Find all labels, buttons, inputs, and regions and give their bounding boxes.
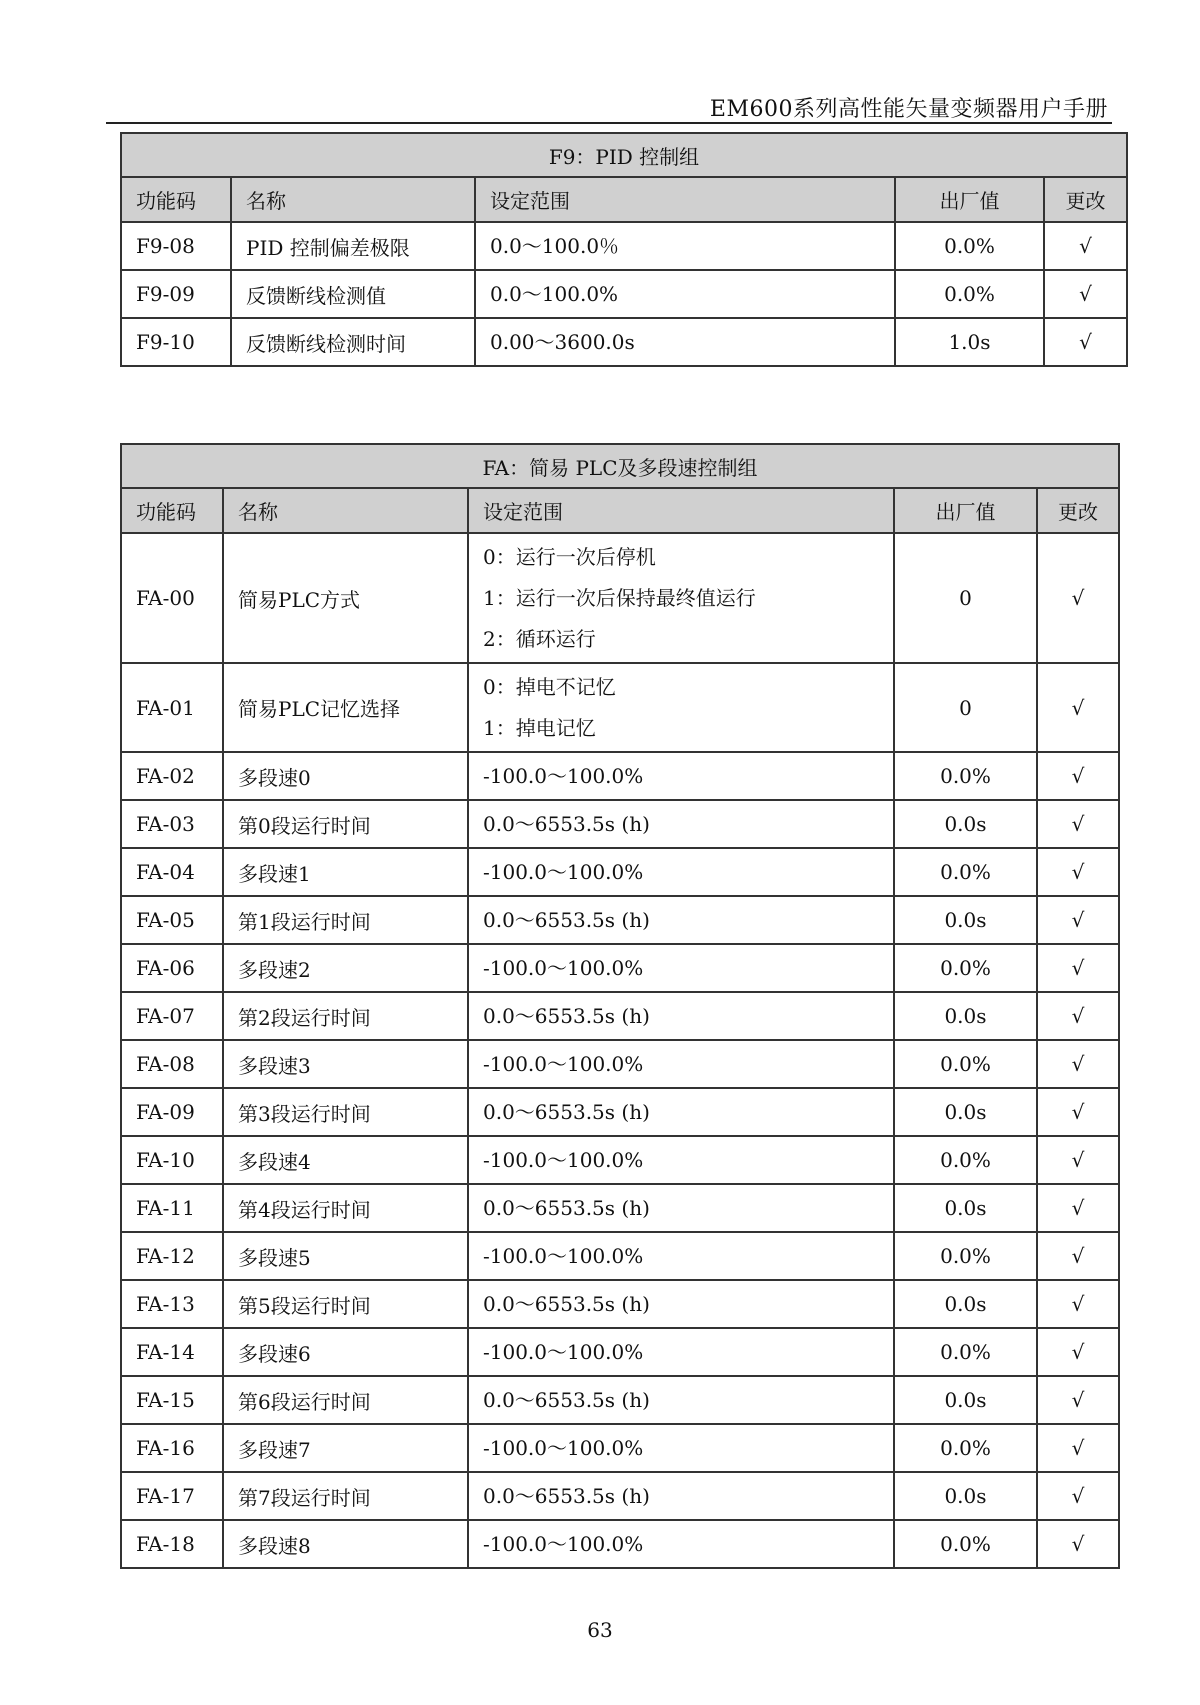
factory-default: 0.0s [894, 896, 1037, 944]
group-title: F9：PID 控制组 [121, 133, 1127, 177]
setting-range [468, 1424, 894, 1472]
factory-default: 0.0s [894, 1376, 1037, 1424]
changeable-mark: √ [1037, 1088, 1119, 1136]
function-code: FA-12 [121, 1232, 223, 1280]
range-option: 0.00～3600.0s [490, 329, 635, 354]
range-option: -100.0～100.0% [483, 1339, 644, 1364]
parameter-name: 简易PLC记忆选择 [223, 663, 468, 752]
function-code: FA-13 [121, 1280, 223, 1328]
changeable-mark: √ [1037, 1376, 1119, 1424]
function-code: FA-00 [121, 533, 223, 663]
range-option: 1：运行一次后保持最终值运行 [483, 585, 756, 610]
setting-range [468, 1184, 894, 1232]
function-code: FA-08 [121, 1040, 223, 1088]
factory-default: 0.0% [895, 270, 1044, 318]
parameter-name: 多段速8 [223, 1520, 468, 1568]
table-row [121, 1184, 1119, 1232]
table-row [121, 1424, 1119, 1472]
parameter-name: 多段速4 [223, 1136, 468, 1184]
range-option: 0.0～6553.5s (h) [483, 1291, 650, 1316]
setting-range [468, 1376, 894, 1424]
col-header-code: 功能码 [121, 488, 223, 533]
parameter-name: 多段速3 [223, 1040, 468, 1088]
function-code: FA-11 [121, 1184, 223, 1232]
setting-range [468, 1232, 894, 1280]
table-row [121, 1136, 1119, 1184]
col-header-change: 更改 [1044, 177, 1127, 222]
parameter-name: 多段速1 [223, 848, 468, 896]
setting-range [468, 663, 894, 752]
range-option: 0.0～6553.5s (h) [483, 811, 650, 836]
parameter-name: 第0段运行时间 [223, 800, 468, 848]
parameter-name: 多段速2 [223, 944, 468, 992]
col-header-change: 更改 [1037, 488, 1119, 533]
range-option: -100.0～100.0% [483, 1243, 644, 1268]
factory-default: 0.0% [894, 1232, 1037, 1280]
setting-range [468, 992, 894, 1040]
range-option: 0.0～6553.5s (h) [483, 1483, 650, 1508]
setting-range [468, 1328, 894, 1376]
factory-default: 0.0s [894, 1184, 1037, 1232]
factory-default: 0.0% [894, 752, 1037, 800]
changeable-mark: √ [1037, 992, 1119, 1040]
col-header-default: 出厂值 [894, 488, 1037, 533]
factory-default: 0.0s [894, 1088, 1037, 1136]
function-code: FA-06 [121, 944, 223, 992]
function-code: FA-03 [121, 800, 223, 848]
table-row [121, 1232, 1119, 1280]
table-row [121, 533, 1119, 663]
parameter-name: 第4段运行时间 [223, 1184, 468, 1232]
function-code: FA-05 [121, 896, 223, 944]
table-row [121, 800, 1119, 848]
range-option: 0.0～6553.5s (h) [483, 1195, 650, 1220]
setting-range [475, 318, 895, 366]
range-option: 2：循环运行 [483, 626, 596, 651]
parameter-name: 多段速0 [223, 752, 468, 800]
range-option: 0.0～100.0% [490, 281, 619, 306]
factory-default: 0 [894, 663, 1037, 752]
changeable-mark: √ [1037, 800, 1119, 848]
setting-range [468, 848, 894, 896]
function-code: FA-14 [121, 1328, 223, 1376]
table-row [121, 752, 1119, 800]
col-header-code: 功能码 [121, 177, 231, 222]
table-row [121, 1040, 1119, 1088]
parameter-name: 反馈断线检测值 [231, 270, 475, 318]
factory-default: 0 [894, 533, 1037, 663]
function-code: FA-07 [121, 992, 223, 1040]
setting-range [468, 800, 894, 848]
table-row [121, 848, 1119, 896]
table-row [121, 1328, 1119, 1376]
range-option: -100.0～100.0% [483, 1531, 644, 1556]
changeable-mark: √ [1037, 1520, 1119, 1568]
changeable-mark: √ [1037, 1328, 1119, 1376]
changeable-mark: √ [1044, 222, 1127, 270]
range-option: -100.0～100.0% [483, 1051, 644, 1076]
setting-range [475, 222, 895, 270]
factory-default: 0.0% [895, 222, 1044, 270]
group-header [121, 133, 1127, 177]
f9-pid-table [120, 132, 1128, 367]
parameter-name: 第6段运行时间 [223, 1376, 468, 1424]
setting-range [468, 944, 894, 992]
changeable-mark: √ [1037, 1280, 1119, 1328]
setting-range [468, 1280, 894, 1328]
range-option: -100.0～100.0% [483, 859, 644, 884]
setting-range [468, 1040, 894, 1088]
setting-range [468, 896, 894, 944]
parameter-name: PID 控制偏差极限 [231, 222, 475, 270]
function-code: F9-10 [121, 318, 231, 366]
table-row [121, 1520, 1119, 1568]
changeable-mark: √ [1037, 1184, 1119, 1232]
parameter-name: 反馈断线检测时间 [231, 318, 475, 366]
range-option: 1：掉电记忆 [483, 715, 596, 740]
setting-range [468, 1520, 894, 1568]
range-option: -100.0～100.0% [483, 763, 644, 788]
fa-plc-table [120, 443, 1120, 1569]
function-code: FA-15 [121, 1376, 223, 1424]
table-row [121, 222, 1127, 270]
factory-default: 0.0% [894, 1328, 1037, 1376]
col-header-name: 名称 [231, 177, 475, 222]
range-option: 0.0～100.0％ [490, 233, 620, 258]
factory-default: 0.0% [894, 1040, 1037, 1088]
changeable-mark: √ [1044, 270, 1127, 318]
manual-title: EM600系列高性能矢量变频器用户手册 [709, 97, 1108, 122]
function-code: FA-01 [121, 663, 223, 752]
factory-default: 0.0% [894, 1520, 1037, 1568]
range-option: 0：运行一次后停机 [483, 544, 656, 569]
parameter-name: 第2段运行时间 [223, 992, 468, 1040]
table-row [121, 270, 1127, 318]
parameter-name: 第3段运行时间 [223, 1088, 468, 1136]
changeable-mark: √ [1037, 533, 1119, 663]
function-code: F9-08 [121, 222, 231, 270]
factory-default: 0.0% [894, 944, 1037, 992]
changeable-mark: √ [1037, 1040, 1119, 1088]
col-header-default: 出厂值 [895, 177, 1044, 222]
group-header [121, 444, 1119, 488]
parameter-name: 多段速5 [223, 1232, 468, 1280]
range-option: 0：掉电不记忆 [483, 674, 616, 699]
function-code: FA-10 [121, 1136, 223, 1184]
column-header-row [121, 177, 1127, 222]
changeable-mark: √ [1037, 663, 1119, 752]
range-option: 0.0～6553.5s (h) [483, 1387, 650, 1412]
range-option: -100.0～100.0% [483, 955, 644, 980]
table-row [121, 944, 1119, 992]
table-row [121, 896, 1119, 944]
changeable-mark: √ [1037, 896, 1119, 944]
function-code: FA-18 [121, 1520, 223, 1568]
column-header-row [121, 488, 1119, 533]
changeable-mark: √ [1037, 1472, 1119, 1520]
factory-default: 0.0s [894, 1280, 1037, 1328]
changeable-mark: √ [1037, 848, 1119, 896]
changeable-mark: √ [1044, 318, 1127, 366]
group-title: FA：简易 PLC及多段速控制组 [121, 444, 1119, 488]
setting-range [468, 1472, 894, 1520]
range-option: 0.0～6553.5s (h) [483, 1099, 650, 1124]
changeable-mark: √ [1037, 752, 1119, 800]
changeable-mark: √ [1037, 944, 1119, 992]
col-header-range: 设定范围 [468, 488, 894, 533]
parameter-name: 多段速6 [223, 1328, 468, 1376]
setting-range [468, 1088, 894, 1136]
table-row [121, 992, 1119, 1040]
table-row [121, 1088, 1119, 1136]
factory-default: 0.0s [894, 992, 1037, 1040]
parameter-name: 第1段运行时间 [223, 896, 468, 944]
col-header-range: 设定范围 [475, 177, 895, 222]
function-code: FA-09 [121, 1088, 223, 1136]
setting-range [468, 752, 894, 800]
table-row [121, 1472, 1119, 1520]
function-code: FA-16 [121, 1424, 223, 1472]
table-row [121, 318, 1127, 366]
page-number: 63 [587, 1618, 613, 1642]
parameter-name: 简易PLC方式 [223, 533, 468, 663]
changeable-mark: √ [1037, 1136, 1119, 1184]
range-option: -100.0～100.0% [483, 1435, 644, 1460]
parameter-name: 多段速7 [223, 1424, 468, 1472]
factory-default: 0.0% [894, 1424, 1037, 1472]
range-option: -100.0～100.0% [483, 1147, 644, 1172]
setting-range [475, 270, 895, 318]
setting-range [468, 533, 894, 663]
header-rule [106, 122, 1112, 124]
range-option: 0.0～6553.5s (h) [483, 907, 650, 932]
changeable-mark: √ [1037, 1232, 1119, 1280]
factory-default: 0.0% [894, 848, 1037, 896]
factory-default: 0.0s [894, 800, 1037, 848]
table-row [121, 1280, 1119, 1328]
function-code: FA-17 [121, 1472, 223, 1520]
setting-range [468, 1136, 894, 1184]
table-row [121, 663, 1119, 752]
parameter-name: 第7段运行时间 [223, 1472, 468, 1520]
range-option: 0.0～6553.5s (h) [483, 1003, 650, 1028]
table-row [121, 1376, 1119, 1424]
factory-default: 0.0% [894, 1136, 1037, 1184]
function-code: F9-09 [121, 270, 231, 318]
factory-default: 1.0s [895, 318, 1044, 366]
col-header-name: 名称 [223, 488, 468, 533]
changeable-mark: √ [1037, 1424, 1119, 1472]
function-code: FA-02 [121, 752, 223, 800]
function-code: FA-04 [121, 848, 223, 896]
parameter-name: 第5段运行时间 [223, 1280, 468, 1328]
factory-default: 0.0s [894, 1472, 1037, 1520]
